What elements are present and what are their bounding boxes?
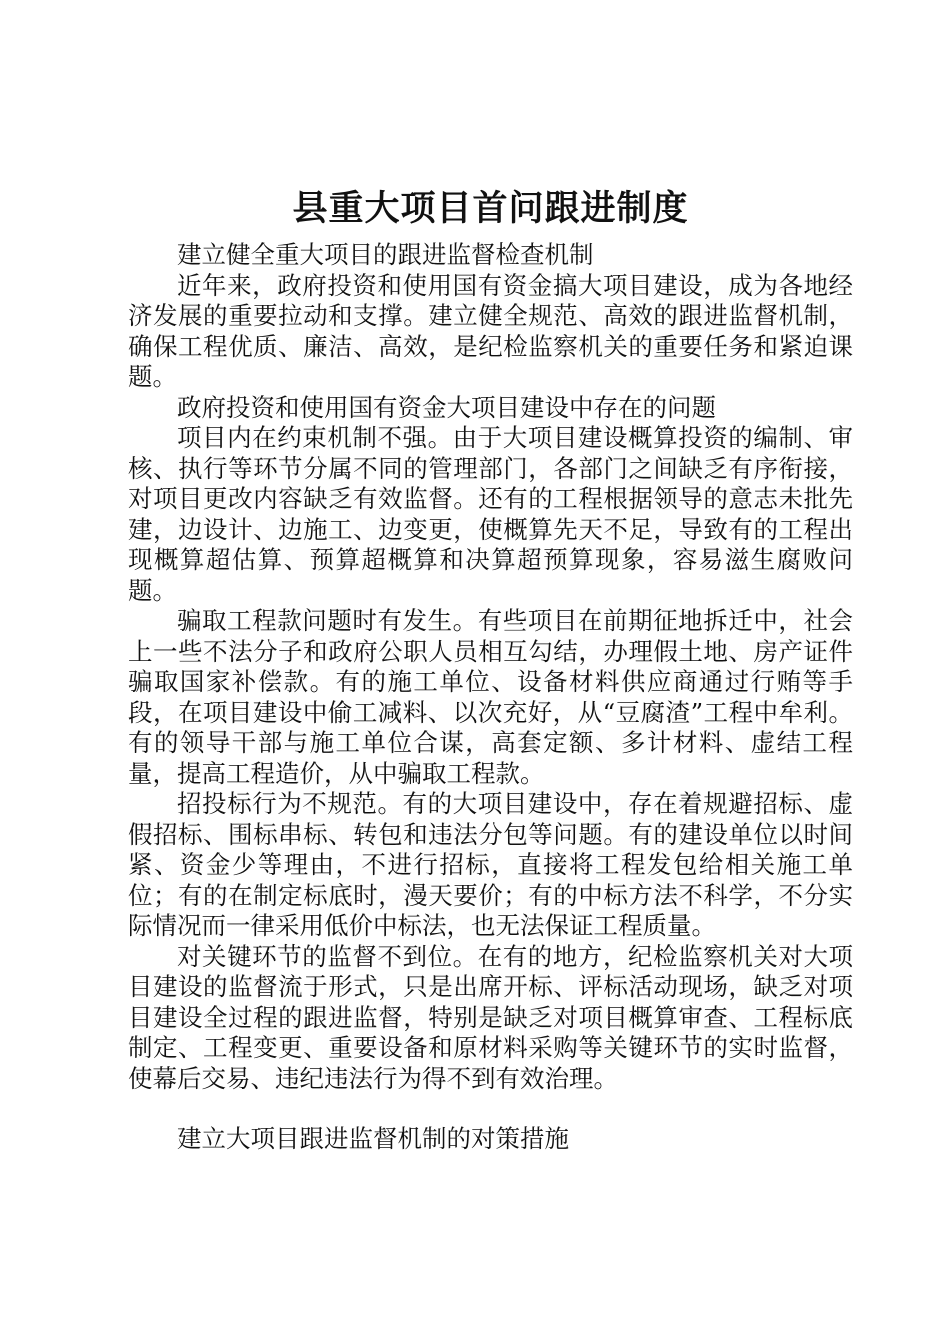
section-heading-mechanism: 建立健全重大项目的跟进监督检查机制 <box>177 240 594 269</box>
paragraph-constraint-mechanism: 项目内在约束机制不强。由于大项目建设概算投资的编制、审核、执行等环节分属不同的管理部门，各部门之间缺乏有序衔接，对项目更改内容缺乏有效监督。还有的工程根据领导的意志未批先建，边设计、边施工、边变更，使概算先天不足，导致有的工程出现概算超估算、预算超概算和决算超预算现象，容易滋生腐败问题。 <box>128 423 853 605</box>
paragraph-spacer <box>128 1094 853 1124</box>
paragraph-supervision: 对关键环节的监督不到位。在有的地方，纪检监察机关对大项目建设的监督流于形式，只是出席开标、评标活动现场，缺乏对项目建设全过程的跟进监督，特别是缺乏对项目概算审查、工程标底制定、工程变更、重要设备和原材料采购等关键环节的实时监督，使幕后交易、违纪违法行为得不到有效治理。 <box>128 941 853 1093</box>
document-title: 县重大项目首问跟进制度 <box>292 188 689 229</box>
paragraph-bidding: 招投标行为不规范。有的大项目建设中，存在着规避招标、虚假招标、围标串标、转包和违法分包等问题。有的建设单位以时间紧、资金少等理由，不进行招标，直接将工程发包给相关施工单位；有的在制定标底时，漫天要价；有的中标方法不科学，不分实际情况而一律采用低价中标法，也无法保证工程质量。 <box>128 789 853 940</box>
document-page <box>128 182 853 1155</box>
paragraph-intro: 近年来，政府投资和使用国有资金搞大项目建设，成为各地经济发展的重要拉动和支撑。建立健全规范、高效的跟进监督机制，确保工程优质、廉洁、高效，是纪检监察机关的重要任务和紧迫课题。 <box>128 270 853 391</box>
section-heading-problems: 政府投资和使用国有资金大项目建设中存在的问题 <box>177 392 716 422</box>
paragraph-fraud: 骗取工程款问题时有发生。有些项目在前期征地拆迁中，社会上一些不法分子和政府公职人员相互勾结，办理假土地、房产证件骗取国家补偿款。有的施工单位、设备材料供应商通过行贿等手段，在项目建设中偷工减料、以次充好，从“豆腐渣”工程中牟利。有的领导干部与施工单位合谋，高套定额、多计材料、虚结工程量，提高工程造价，从中骗取工程款。 <box>128 606 853 788</box>
section-heading-countermeasures: 建立大项目跟进监督机制的对策措施 <box>177 1124 569 1153</box>
